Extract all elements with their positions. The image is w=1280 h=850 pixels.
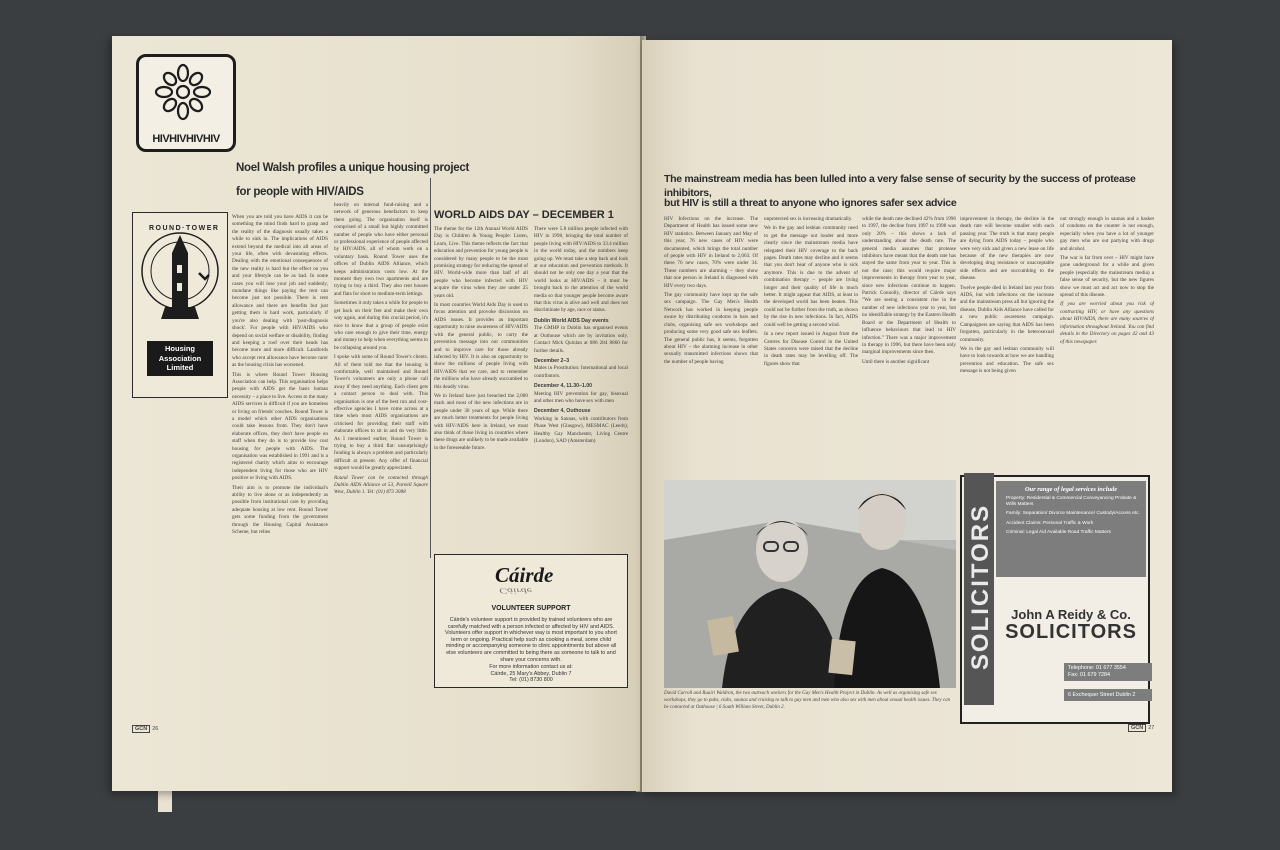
housing-association-label [147, 341, 213, 376]
page-tab-marker [158, 788, 172, 812]
paragraph: out strongly enough in saunas and a basket of condoms on the counter is not enough, especially when you have a lot of younger gay men who are out partying with drugs and alcohol. [1060, 216, 1154, 252]
paragraph: We in the gay and lesbian community need to get the message out louder and more clearly since the mainstream media have relegated their HIV coverage to the back pages. Death rates may decline and it seems that you don't hear of anyone who is sick anymore. This is due to the advent of combination therapy – people are living longer and their quality of life is much better. It might appear that AIDS, at least in the developed world has been beaten. This could not be further from the truth, as shown by the rise in new infections. In fact, AIDS could well be getting a second wind. [764, 225, 858, 328]
event-text: Working in Saunas, with contributors from Phase West (Glasgow), MESMAC (Leeds), Healthy Gay Manchester, Living Centre (London), SAD (Amsterdam) [534, 415, 628, 444]
round-tower-seal-text: ROUND·TOWER [149, 225, 220, 232]
ad-address: 6 Exchequer Street Dublin 2 [1064, 689, 1152, 701]
paragraph: Their aim is to promote the individual's ability to live alone or as independently as possible from institutional care by providing adequate housing at low rent. Round Tower gets some funding from the government through the Housing Capital Assistance Scheme, but relies [232, 484, 328, 536]
wad-column-2 [534, 226, 628, 551]
page-folio [132, 725, 158, 733]
paragraph: This is where Round Tower Housing Association can help. This organisation helps people with AIDS get the basic human necessity – a place to live. Access to the many AIDS services is difficult if you are homeless or living on friends' couches. Round Tower is a model which other AIDS organisations could take lessons from. They don't have elaborate offices, they don't have people on staff when they do is to provide low cost housing for people with AIDS. The organisation was established in 1991 and is a registered charity which aims to encourage independent living for those who are HIV positive or living with AIDS. [232, 371, 328, 482]
logo-text: HIVHIVHIVHIV [152, 133, 220, 145]
event-date: December 2–3 [534, 357, 570, 364]
paragraph: In a new report issued in August from the Centres for Disease Control in the United States concerns were raised that the decline in death rates may be levelling off. The figures show that [764, 331, 858, 367]
paragraph: HIV Infections on the increase. The Department of Health has issued some new HIV statistics. Between January and May of this year, 76 new cases of HIV were documented, which brings the total number of people with HIV in Ireland to 2,063. Of these 76 new cases, 70% were under 34. These numbers are alarming – they show that one person in Ireland is diagnosed with HIV every two days. [664, 216, 758, 289]
ha-line3: Limited [166, 363, 194, 372]
article-headline-line1: Noel Walsh profiles a unique housing project [236, 162, 470, 174]
right-column-2 [764, 216, 858, 474]
paragraph: Twelve people died in Ireland last year from AIDS, but with infections on the increase and the mainstream press all but ignoring the disease, Dublin Aids Alliance have called for a new public awareness campaign. Campaigners are saying that AIDS has been forgotten, particularly in the heterosexual community. [960, 284, 1054, 343]
cairde-contact-line: Tel: (01) 8730 800 [509, 677, 553, 684]
paragraph: When you are told you have AIDS it can be something the mind finds hard to grasp and the reality of the diagnosis usually takes a while to sink in. The implications of AIDS extend beyond the medical into all areas of your life, often with devastating effects. Dealing with the emotional consequences of the new reality is hard but the effect on you and your lifestyle can be as bad. In some cases you will lose your job and suddenly, mundane things like paying the rent can become just not possible. There is rent allowance and there are benefits but just getting them is hard work, particularly if you're also dealing with 'post-diagnosis shock'. For people with HIV/AIDS who depend on social welfare or disability, finding and keeping a roof over their heads has become more and more difficult. Landlords who accept rent allowance have become rarer as the housing crisis has worsened. [232, 214, 328, 369]
paragraph: Sometimes it only takes a while for people to get back on their feet and make their own way again, and during this crucial period, it's nice to know that a group of people exist who care enough to give their time, energy and money to help when everything seems to be collapsing around you. [334, 300, 428, 351]
photo-caption: David Carroll and Ruairi Waldron, the two outreach workers for the Gay Men's Health Project in Dublin. As well as organising safe sex workshops, they go to pubs, clubs, saunas and cruising to talk to gay men and men who also sex with men about sexual health issues. They can be contacted at Outhouse | 6 South William Street, Dublin 2. [664, 691, 951, 710]
right-headline-line2: but HIV is still a threat to anyone who ignores safer sex advice [664, 197, 957, 209]
paragraph: We in Ireland have just breached the 2,000 mark and most of the new infections are in people under 30 years of age. While there are much better treatments for people living with HIV/AIDS here in Ireland, we must also think of those living in countries where these drugs are unlikely to be made available in the foreseeable future. [434, 392, 528, 451]
cairde-subtitle: VOLUNTEER SUPPORT [491, 605, 571, 612]
paragraph: I spoke with some of Round Tower's clients. All of them told me that the housing is comfortable, well maintained and Round Tower's volunteers are only a phone call away if they need anything. Each client gets a contact person to deal with. This organisation is one of the best run and cost-effective agencies I have come across at a time when most AIDS organisations are criticised for providing their staff with elaborate offices to sit in and do very little. As I mentioned earlier, Round Tower is trying to buy a third flat: unsurprisingly funding is always a problem and particularly difficult at present. Any offer of financial support would be greatly appreciated. [334, 354, 428, 472]
ad-phone: Telephone: 01 677 3554 [1068, 665, 1126, 671]
paragraph: The war is far from over – HIV might have gone underground for a while and given people (especially the mainstream media) a false sense of security, but the new figures show we must act and act now to stop the spread of this disease. [1060, 255, 1154, 299]
round-tower-logo-box [132, 212, 228, 398]
world-aids-day-title: WORLD AIDS DAY – DECEMBER 1 [434, 209, 614, 221]
ad-fax: Fax: 01 679 7284 [1068, 672, 1110, 678]
right-headline-line1: The mainstream media has been lulled into a very false sense of security by the success of protease inhibitors, [664, 173, 1136, 199]
ad-vertical-banner [964, 473, 994, 705]
ad-service-item: Property: Residential & Commercial Conveyancing Probate & Wills Matters [1006, 496, 1137, 508]
ha-line1: Housing [165, 344, 195, 353]
ad-service-item: Accident Claims: Personal Traffic & Work [1006, 520, 1094, 526]
events-heading: Dublin World AIDS Day events [534, 317, 609, 324]
event-text: Meeting HIV prevention for gay, bisexual and other men who have sex with men [534, 390, 628, 404]
right-column-3 [862, 216, 956, 474]
ribbon-flower-icon [154, 63, 212, 121]
article-column-2 [334, 202, 428, 782]
ad-services-box [996, 481, 1146, 577]
folio-mag: GCN [132, 725, 150, 733]
solicitors-ad [960, 475, 1150, 724]
paragraph: If you are worried about you risk of contracting HIV, or have any questions about HIV/AIDS, there are many sources of information throughout Ireland. You can find details in the Directory on pages 42 and 43 of this newspaper. [1060, 301, 1154, 345]
page-folio [1128, 724, 1154, 732]
event-date: December 4, 11.30–1.00 [534, 383, 592, 390]
event-text: Males in Prostitution: International and local contributors. [534, 365, 628, 379]
ad-firm-type: SOLICITORS [1005, 621, 1137, 643]
ha-line2: Association [158, 353, 202, 363]
cairde-contact-line: For more information contact us at: [489, 664, 573, 670]
ad-vertical-text: SOLICITORS [967, 503, 994, 671]
cairde-brand-reflection: Cáirde [499, 586, 532, 595]
ad-service-item: Family: Separation/ Divorce Maintenance/ Custody/Access etc. [1006, 511, 1140, 517]
paragraph: There were 5.8 million people infected with HIV in 1998, bringing the total number of people living with HIV/AIDS to 33.4 million in the world today, and the numbers keep going up. We must take a step back and look at our education and prevention methods. It should not be only one day a year that the world looks at HIV/AIDS – it must be brought back to the attention of the world media so that younger people become aware that this virus is alive and well and does not discriminate by age, race or status. [534, 226, 628, 314]
event-date: December 4, Outhouse [534, 408, 591, 415]
paragraph: Until there is another significant [862, 358, 930, 365]
paragraph: We in the gay and lesbian community will have to look towards at how we are handling prevention and education. The safe sex message is not being given [960, 345, 1054, 375]
hiv-section-logo [136, 54, 236, 152]
paragraph: improvement in therapy, the decline in the death rate will become smaller with each passing year. The truth is that many people are dying from AIDS today – people who were very sick and given a new lease on life because of the new therapies are now developing drug resistance or unacceptable side effects and are succumbing to the disease. [960, 216, 1054, 282]
cairde-body: Cáirde's volunteer support is provided by trained volunteers who are carefully matched with a person infected or affected by HIV and AIDS. Volunteers offer support in whichever way is most important to you short term or ongoing. Practical help such as cooking a meal, some child minding or accompanying someone to clinic appointments but above all else volunteers are committed to being there as someone to talk to and share your concerns with. [445, 617, 617, 663]
paragraph: unprotected sex is increasing dramatically. [764, 216, 853, 222]
article-headline-line2: for people with HIV/AIDS [236, 186, 364, 198]
wad-column-1 [434, 226, 528, 551]
ad-contact-box [1064, 663, 1152, 681]
cairde-brand: Cáirde [495, 563, 554, 587]
photo-illustration [664, 480, 956, 688]
right-column-4 [960, 216, 1054, 472]
paragraph: while the death rate declined 42% from 1996 to 1997, the decline from 1997 to 1998 was only 20% – this shows a lack of understanding about the death rate. The general media assumes that protease inhibitors have meant that the death rate has stayed the same from year to year. This is not the case; this would require major improvements in therapy from year to year, since new infections continue to happen. Patrick Connolly, director of Cáirde says "We are seeing a consistent rise in the number of new infections year to year, but no identifiable strategy by the Eastern Health Board or the Department of Health to influence behaviours that lead to HIV infection." There was a major improvement in therapy in 1996, but there have been only marginal improvements since then. [862, 216, 956, 356]
left-page [112, 36, 640, 791]
ad-services-title: Our range of legal services include [1024, 486, 1118, 493]
folio-page-number: 26 [152, 726, 159, 732]
cairde-contact [445, 664, 617, 684]
outreach-workers-photo [664, 480, 956, 688]
paragraph: The theme for the 12th Annual World AIDS Day is Children & Young People: Listen, Learn, Live. This theme reflects the fact that education and prevention for young people is considered by many people to be the most promising strategy for reducing the spread of HIV. World-wide more than half of all people who become infected with HIV acquire the virus when they are under 25 years old. [434, 226, 528, 299]
paragraph: In most countries World Aids Day is used to focus attention and provoke discussion on AIDS issues. It provides an important opportunity to raise awareness of HIV/AIDS with the general public, to carry the prevention message into our communities and to improve care for those already infected by HIV. It is also an opportunity to show the millions of people living with HIV/AIDS that we care, and to remember the millions who have already succumbed to this deadly virus. [434, 302, 528, 390]
round-tower-seal-icon [139, 221, 221, 333]
right-column-5 [1060, 216, 1154, 472]
events-intro: The GMHP in Dublin has organised events at Outhouse which are by invitation only. Contact Mick Quinlan at 086 284 8860 for further details. [534, 325, 628, 354]
cairde-contact-line: Cáirde, 25 Mary's Abbey, Dublin 7 [490, 670, 572, 677]
folio-mag: GCN [1128, 724, 1146, 732]
paragraph: The gay community have kept up the safe sex campaign. The Gay Men's Health Network has worked in keeping people aware by distributing condoms in bars and clubs, organising safe sex workshops and producing some very good safe sex leaflets. The general public has, it seems, forgotten about HIV – the alarming increase in other sexually transmitted infections shows that the number of people having [664, 292, 758, 365]
right-page [642, 40, 1172, 792]
contact-paragraph: Round Tower can be contacted through Dublin AIDS Alliance at 53, Parnell Square West, Dublin 1. Tel: (01) 873 3088 [334, 474, 428, 496]
article-column-1 [232, 214, 328, 791]
ad-firm-name: John A Reidy & Co. [1011, 607, 1131, 622]
folio-page-number: 27 [1148, 725, 1155, 731]
right-column-1 [664, 216, 758, 474]
column-rule [430, 178, 431, 558]
cairde-volunteer-ad [434, 554, 628, 688]
paragraph: heavily on internal fund-raising and a network of generous benefactors to keep them going. The organisation itself is comprised of a small but highly committed number of people who have either personal or professional experience of people affected by HIV/AIDS, all of whom work on a voluntary basis. Round Tower uses the offices of Dublin AIDS Alliance, which keeps administration costs low. At the moment they own two apartments and are trying to buy a third. They also rent houses and flats for short to medium-term lettings. [334, 202, 428, 297]
ad-service-item: Criminal: Legal Aid Available Road Traffic Matters [1006, 529, 1111, 535]
